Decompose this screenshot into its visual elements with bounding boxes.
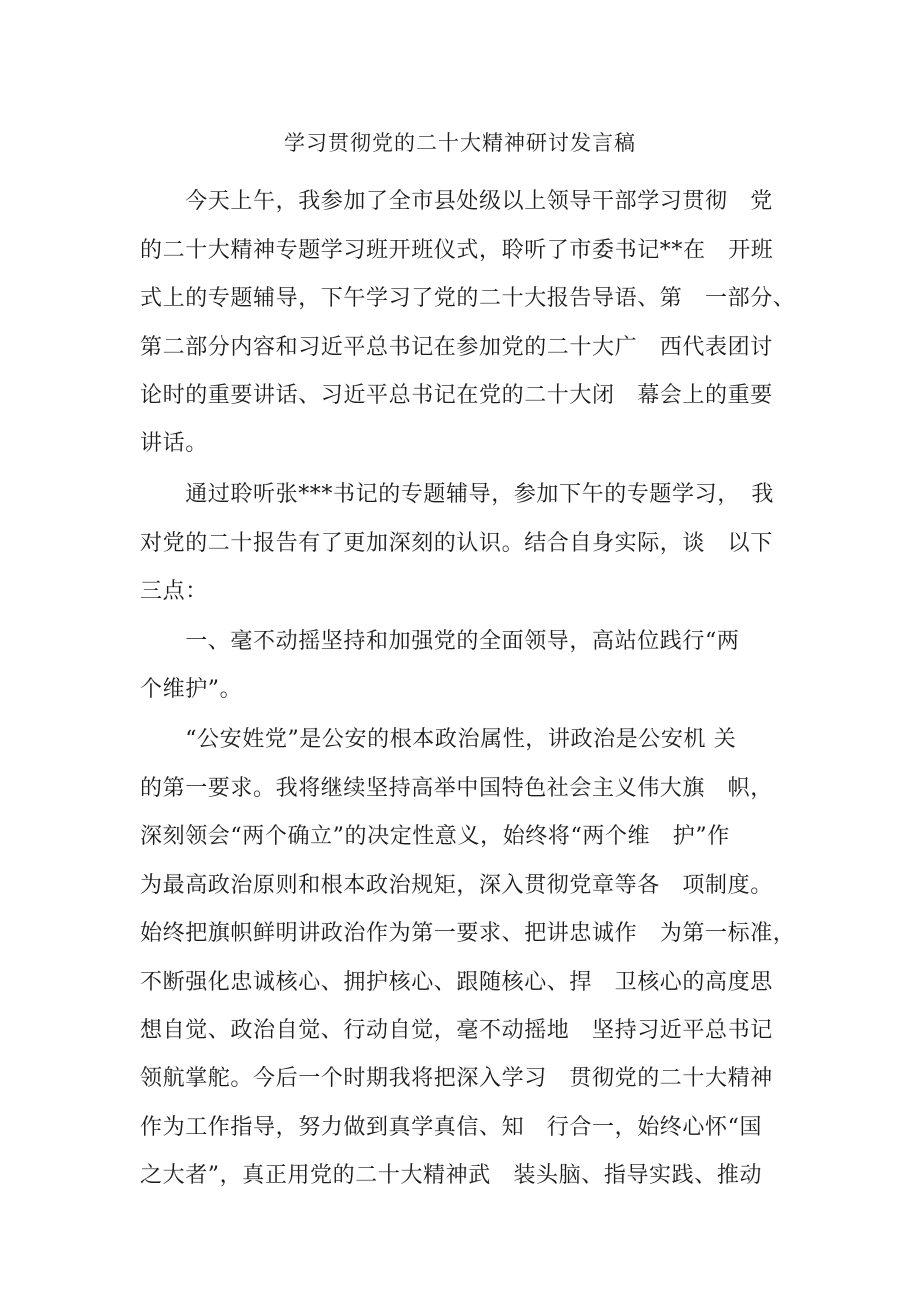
text-line: 通过聆听张***书记的专题辅导，参加下午的专题学习， 我	[140, 482, 775, 507]
text-line: 想自觉、政治自觉、行动自觉，毫不动摇地 坚持习近平总书记	[140, 1018, 773, 1043]
text-line: “公安姓党”是公安的根本政治属性，讲政治是公安机 关	[140, 727, 737, 752]
text-line: 讲话。	[140, 431, 208, 456]
text-line: 始终把旗帜鲜明讲政治作为第一要求、把讲忠诚作 为第一标准，	[140, 921, 796, 946]
text-line: 对党的二十报告有了更加深刻的认识。结合自身实际，谈 以下	[140, 531, 773, 556]
text-line: 领航掌舵。今后一个时期我将把深入学习 贯彻党的二十大精神	[140, 1066, 773, 1091]
text-line: 的第一要求。我将继续坚持高举中国特色社会主义伟大旗 帜，	[140, 776, 773, 801]
text-line: 深刻领会“两个确立”的决定性意义，始终将“两个维 护”作	[140, 824, 730, 849]
text-line: 三点：	[140, 579, 208, 604]
text-line: 的二十大精神专题学习班开班仪式，聆听了市委书记**在 开班	[140, 238, 774, 263]
text-line: 不断强化忠诚核心、拥护核心、跟随核心、捍 卫核心的高度思	[140, 970, 773, 995]
text-line: 为最高政治原则和根本政治规矩，深入贯彻党章等各 项制度。	[140, 873, 773, 898]
text-line: 一、毫不动摇坚持和加强党的全面领导，高站位践行“两	[140, 629, 740, 654]
text-line: 个维护”。	[140, 677, 243, 702]
text-line: 之大者”，真正用党的二十大精神武 装头脑、指导实践、推动	[140, 1163, 763, 1188]
text-line: 式上的专题辅导，下午学习了党的二十大报告导语、第 一部分、	[140, 286, 796, 311]
text-line: 论时的重要讲话、习近平总书记在党的二十大闭 幕会上的重要	[140, 383, 773, 408]
document-title: 学习贯彻党的二十大精神研讨发言稿	[284, 131, 636, 155]
text-line: 今天上午，我参加了全市县处级以上领导干部学习贯彻 党	[140, 189, 773, 214]
text-line: 作为工作指导，努力做到真学真信、知 行合一，始终心怀“国	[140, 1115, 763, 1140]
text-line: 第二部分内容和习近平总书记在参加党的二十大广 西代表团讨	[140, 335, 773, 360]
